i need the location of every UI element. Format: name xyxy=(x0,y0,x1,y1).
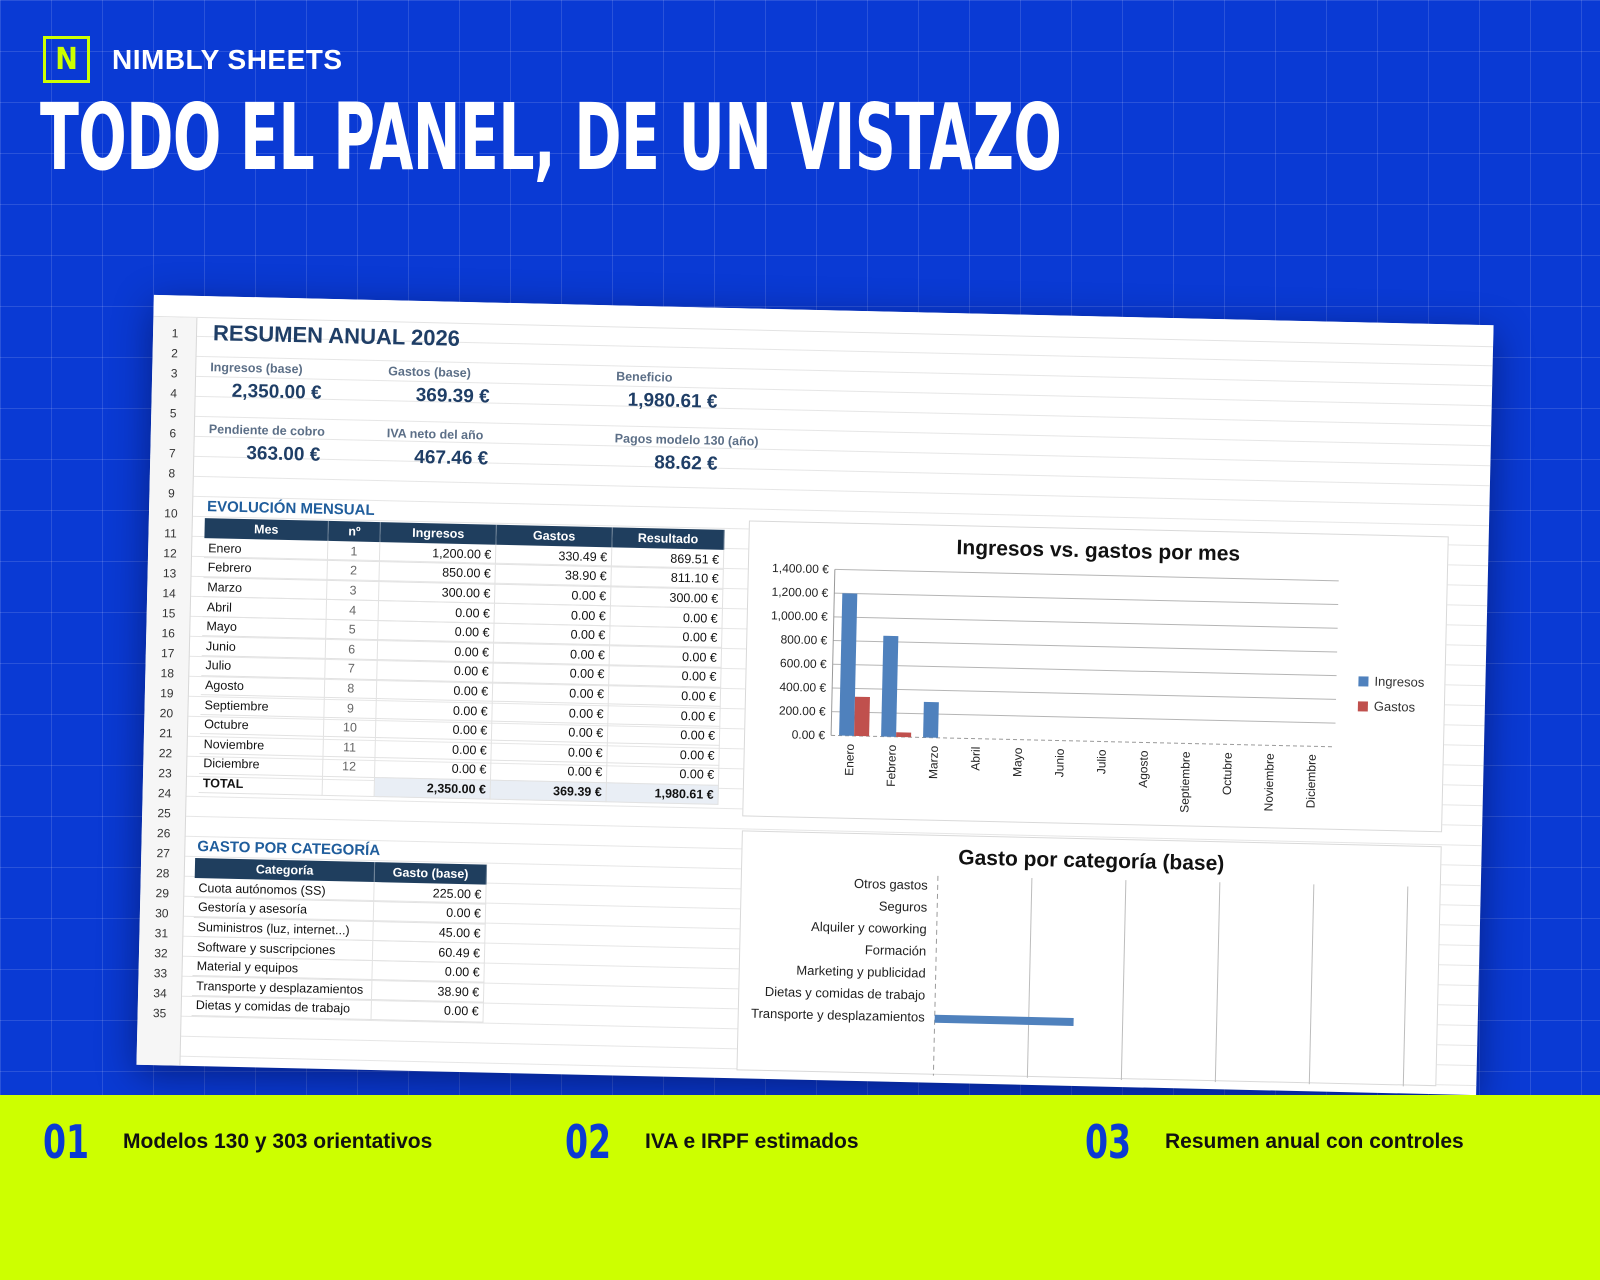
category-cell: 45.00 € xyxy=(373,921,485,943)
row-number: 13 xyxy=(162,566,177,581)
bar-ingresos xyxy=(881,636,898,737)
row-number: 5 xyxy=(169,406,177,421)
kpi-pendiente-label: Pendiente de cobro xyxy=(208,422,326,439)
x-tick-label: Enero xyxy=(842,743,857,776)
category-header-1: Gasto (base) xyxy=(375,862,487,885)
monthly-cell: 0.00 € xyxy=(491,760,607,782)
monthly-cell: 11 xyxy=(323,737,375,758)
category-cell: Material y equipos xyxy=(192,956,372,980)
feature-2 xyxy=(565,1117,859,1167)
monthly-cell: Septiembre xyxy=(200,695,324,717)
legend-swatch xyxy=(1358,701,1368,711)
monthly-cell: 0.00 € xyxy=(607,724,719,746)
brand-name: NIMBLY SHEETS xyxy=(112,43,343,75)
monthly-cell: 38.90 € xyxy=(495,564,611,586)
kpi-pagos-value: 88.62 € xyxy=(653,452,718,475)
row-number: 25 xyxy=(157,806,171,821)
row-number: 7 xyxy=(168,446,176,461)
monthly-cell: 0.00 € xyxy=(493,643,609,665)
feature-3-text: Resumen anual con controles xyxy=(1165,1130,1464,1153)
y-tick-label: 0.00 € xyxy=(791,727,826,743)
row-number: 33 xyxy=(153,966,168,981)
bar-gastos xyxy=(896,732,911,737)
x-tick-label: Septiembre xyxy=(1177,751,1193,813)
monthly-header-0: Mes xyxy=(204,518,328,541)
feature-1 xyxy=(43,1117,432,1167)
row-number: 18 xyxy=(160,666,175,681)
category-cell: 38.90 € xyxy=(372,980,484,1002)
kpi-beneficio-label: Beneficio xyxy=(616,369,673,385)
monthly-cell: 850.00 € xyxy=(379,562,495,584)
gridline xyxy=(832,712,1336,723)
y-tick-label: 400.00 € xyxy=(779,679,827,695)
row-number: 21 xyxy=(159,726,173,741)
monthly-cell: 5 xyxy=(326,619,378,640)
brand-logo-icon: N xyxy=(43,36,90,83)
monthly-cell: 0.00 € xyxy=(376,699,492,721)
row-number: 16 xyxy=(161,626,176,641)
gridline xyxy=(933,876,938,1076)
gridline xyxy=(1309,884,1314,1084)
kpi-pendiente-value: 363.00 € xyxy=(246,443,321,466)
category-section-title: GASTO POR CATEGORÍA xyxy=(197,838,381,860)
monthly-cell: Noviembre xyxy=(200,734,324,756)
category-chart-title: Gasto por categoría (base) xyxy=(958,846,1225,876)
headline: TODO EL PANEL, DE UN VISTAZO xyxy=(40,84,1062,191)
monthly-cell: Junio xyxy=(202,636,326,658)
category-chart xyxy=(736,830,1441,1086)
monthly-cell: Febrero xyxy=(204,558,328,580)
monthly-cell: 0.00 € xyxy=(378,620,494,642)
spreadsheet-grid xyxy=(136,295,1493,1095)
monthly-cell: 0.00 € xyxy=(495,584,611,606)
gridline xyxy=(834,593,1338,604)
row-number: 4 xyxy=(170,386,178,401)
row-number: 32 xyxy=(154,946,168,961)
gridline xyxy=(1403,886,1408,1086)
row-number: 20 xyxy=(159,706,174,721)
monthly-chart-svg xyxy=(743,521,1450,833)
monthly-cell: 0.00 € xyxy=(609,665,721,687)
monthly-cell: 0.00 € xyxy=(492,682,608,704)
category-cell: 0.00 € xyxy=(372,960,484,982)
row-number: 14 xyxy=(162,586,176,601)
row-number: 9 xyxy=(167,486,175,501)
kpi-gastos-label: Gastos (base) xyxy=(388,364,472,381)
monthly-cell: Agosto xyxy=(201,675,325,697)
monthly-cell: 0.00 € xyxy=(375,758,491,780)
kpi-gastos-value: 369.39 € xyxy=(415,384,490,408)
monthly-header-1: nº xyxy=(328,521,380,542)
row-number: 17 xyxy=(160,646,175,661)
monthly-cell: 330.49 € xyxy=(496,545,612,567)
row-number: 35 xyxy=(152,1006,167,1021)
feature-footer xyxy=(0,1095,1600,1280)
kpi-pagos-label: Pagos modelo 130 (año) xyxy=(614,431,759,449)
category-label: Formación xyxy=(864,942,927,959)
row-number: 11 xyxy=(164,526,177,541)
spreadsheet-screenshot xyxy=(136,295,1493,1095)
kpi-iva-label: IVA neto del año xyxy=(386,426,484,443)
row-number: 34 xyxy=(153,986,167,1001)
row-number: 31 xyxy=(154,926,169,941)
monthly-cell: 0.00 € xyxy=(492,701,608,723)
total-cell: 369.39 € xyxy=(490,780,606,802)
x-tick-label: Agosto xyxy=(1135,750,1151,788)
y-tick-label: 200.00 € xyxy=(778,703,826,719)
monthly-cell: 0.00 € xyxy=(607,743,719,765)
category-label: Otros gastos xyxy=(853,875,928,893)
feature-3 xyxy=(1085,1117,1464,1167)
row-number: 6 xyxy=(169,426,177,441)
monthly-header-2: Ingresos xyxy=(380,522,496,545)
monthly-cell: 0.00 € xyxy=(493,662,609,684)
x-tick-label: Diciembre xyxy=(1303,754,1319,809)
monthly-chart-title: Ingresos vs. gastos por mes xyxy=(956,536,1241,566)
legend-label: Ingresos xyxy=(1374,673,1425,690)
sheet-title: RESUMEN ANUAL 2026 xyxy=(212,320,461,351)
category-label: Alquiler y coworking xyxy=(810,918,927,937)
y-tick-label: 1,200.00 € xyxy=(771,584,829,600)
kpi-ingresos-label: Ingresos (base) xyxy=(210,360,303,377)
y-tick-label: 1,400.00 € xyxy=(771,560,830,577)
category-cell: 225.00 € xyxy=(374,882,486,904)
monthly-cell: 0.00 € xyxy=(610,606,722,628)
monthly-cell: 1 xyxy=(328,541,380,562)
gridline xyxy=(1121,880,1126,1080)
gridline xyxy=(832,688,1336,699)
feature-2-text: IVA e IRPF estimados xyxy=(645,1130,859,1153)
monthly-cell: 0.00 € xyxy=(377,660,493,682)
monthly-cell: 0.00 € xyxy=(378,601,494,623)
row-number: 8 xyxy=(168,466,176,481)
monthly-cell: 0.00 € xyxy=(492,721,608,743)
monthly-table xyxy=(199,518,725,805)
category-cell: 0.00 € xyxy=(374,902,486,924)
row-number: 23 xyxy=(158,766,172,781)
row-number: 12 xyxy=(163,546,177,561)
feature-2-number: 02 xyxy=(565,1115,612,1169)
row-number: 26 xyxy=(156,826,171,841)
x-tick-label: Julio xyxy=(1094,749,1109,775)
monthly-cell: 0.00 € xyxy=(494,603,610,625)
category-label: Marketing y publicidad xyxy=(796,962,926,981)
monthly-cell: 6 xyxy=(326,639,378,660)
monthly-cell: Diciembre xyxy=(199,754,323,776)
monthly-cell: 300.00 € xyxy=(379,581,495,603)
x-tick-label: Marzo xyxy=(926,745,941,780)
monthly-header-3: Gastos xyxy=(496,525,612,548)
feature-1-number: 01 xyxy=(43,1115,90,1169)
y-tick-label: 600.00 € xyxy=(779,656,827,672)
row-number: 1 xyxy=(171,326,179,341)
row-number: 27 xyxy=(156,846,171,861)
row-number-gutter xyxy=(136,317,197,1066)
monthly-cell: 0.00 € xyxy=(609,645,721,667)
monthly-cell: 0.00 € xyxy=(375,738,491,760)
monthly-cell: Julio xyxy=(201,656,325,678)
monthly-cell: 300.00 € xyxy=(611,587,723,609)
monthly-cell: 3 xyxy=(327,580,379,601)
x-tick-label: Abril xyxy=(968,746,983,771)
kpi-ingresos-value: 2,350.00 € xyxy=(231,380,322,404)
category-cell: Gestoría y asesoría xyxy=(194,898,374,922)
monthly-cell: 7 xyxy=(325,658,377,679)
bar-gastos xyxy=(854,697,870,737)
category-cell: Cuota autónomos (SS) xyxy=(194,878,374,902)
x-tick-label: Junio xyxy=(1052,748,1067,778)
monthly-cell: 8 xyxy=(325,678,377,699)
monthly-cell: 0.00 € xyxy=(494,623,610,645)
monthly-cell: 0.00 € xyxy=(608,704,720,726)
row-number: 24 xyxy=(157,786,172,801)
category-chart-svg xyxy=(737,831,1442,1087)
total-cell: TOTAL xyxy=(199,773,323,795)
category-label: Dietas y comidas de trabajo xyxy=(764,983,926,1003)
monthly-cell: 9 xyxy=(324,698,376,719)
row-number: 29 xyxy=(155,886,170,901)
kpi-beneficio-value: 1,980.61 € xyxy=(627,389,718,413)
category-header-0: Categoría xyxy=(195,858,375,882)
total-cell xyxy=(322,776,374,797)
feature-3-number: 03 xyxy=(1085,1115,1132,1169)
row-number: 19 xyxy=(160,686,174,701)
row-number: 10 xyxy=(164,506,178,521)
monthly-chart xyxy=(742,520,1449,832)
gridline xyxy=(834,617,1338,628)
legend-label: Gastos xyxy=(1373,698,1416,715)
gridline xyxy=(833,641,1337,652)
bar-ingresos xyxy=(923,702,939,738)
y-tick-label: 1,000.00 € xyxy=(770,608,828,624)
row-number: 28 xyxy=(155,866,170,881)
monthly-cell: 811.10 € xyxy=(611,567,723,589)
category-bar xyxy=(935,1015,1074,1026)
kpi-iva-value: 467.46 € xyxy=(414,446,489,470)
monthly-cell: Mayo xyxy=(202,616,326,638)
category-cell: Dietas y comidas de trabajo xyxy=(192,996,372,1020)
total-cell: 1,980.61 € xyxy=(606,782,718,804)
monthly-cell: Enero xyxy=(204,538,328,560)
category-cell: Transporte y desplazamientos xyxy=(192,976,372,1000)
monthly-header-4: Resultado xyxy=(612,527,724,550)
total-cell: 2,350.00 € xyxy=(374,777,490,799)
monthly-cell: 0.00 € xyxy=(491,741,607,763)
monthly-section-title: EVOLUCIÓN MENSUAL xyxy=(206,498,375,519)
row-number: 2 xyxy=(171,346,179,361)
monthly-cell: 0.00 € xyxy=(610,626,722,648)
y-axis xyxy=(831,569,835,735)
feature-1-text: Modelos 130 y 303 orientativos xyxy=(123,1130,433,1153)
x-tick-label: Noviembre xyxy=(1261,753,1277,812)
monthly-cell: Abril xyxy=(203,597,327,619)
monthly-cell: 869.51 € xyxy=(611,547,723,569)
monthly-cell: 0.00 € xyxy=(377,640,493,662)
row-number: 15 xyxy=(161,606,176,621)
monthly-cell: 2 xyxy=(327,561,379,582)
monthly-cell: 0.00 € xyxy=(607,763,719,785)
monthly-cell: 0.00 € xyxy=(376,718,492,740)
monthly-cell: 12 xyxy=(323,756,375,777)
x-tick-label: Febrero xyxy=(883,744,899,787)
y-tick-label: 800.00 € xyxy=(780,632,828,648)
category-label: Transporte y desplazamientos xyxy=(750,1005,925,1025)
category-label: Seguros xyxy=(878,898,928,915)
x-tick-label: Mayo xyxy=(1010,747,1025,778)
category-table xyxy=(192,858,488,1022)
monthly-cell: 10 xyxy=(324,717,376,738)
row-number: 30 xyxy=(155,906,169,921)
gridline xyxy=(1027,878,1032,1078)
category-cell: 0.00 € xyxy=(371,1000,483,1022)
category-cell: 60.49 € xyxy=(373,941,485,963)
monthly-cell: 0.00 € xyxy=(608,684,720,706)
gridline xyxy=(833,664,1337,675)
x-tick-label: Octubre xyxy=(1219,752,1235,796)
row-number: 22 xyxy=(158,746,173,761)
monthly-cell: 0.00 € xyxy=(377,679,493,701)
gridline xyxy=(835,569,1339,580)
monthly-cell: 1,200.00 € xyxy=(380,542,496,564)
monthly-cell: Marzo xyxy=(203,577,327,599)
brand xyxy=(43,36,343,83)
gridline xyxy=(1215,882,1220,1082)
category-cell: Suministros (luz, internet...) xyxy=(193,917,373,941)
legend-swatch xyxy=(1358,676,1368,686)
category-cell: Software y suscripciones xyxy=(193,937,373,961)
monthly-cell: 4 xyxy=(326,600,378,621)
monthly-cell: Octubre xyxy=(200,714,324,736)
row-number: 3 xyxy=(170,366,178,381)
